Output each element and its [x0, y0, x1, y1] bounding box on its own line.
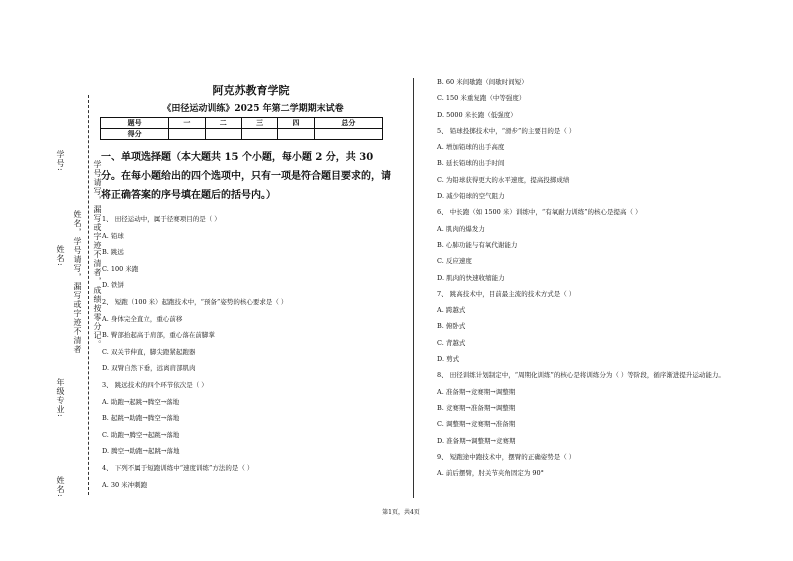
answer-option: B. 起跳→助跑→腾空→落地 [102, 414, 180, 423]
answer-option: B. 俯卧式 [437, 322, 466, 331]
score-cell: 三 [241, 118, 277, 129]
answer-option: A. 30 米冲刺跑 [102, 480, 148, 489]
score-cell: 总分 [314, 118, 382, 129]
question-text: 5、 铅球投掷技术中，“滑步”的主要目的是（ ） [437, 126, 576, 135]
answer-option: D. 减少铅球的空气阻力 [437, 192, 505, 201]
score-cell: 二 [205, 118, 241, 129]
answer-option: A. 跨越式 [437, 306, 466, 315]
answer-option: A. 助跑→起跳→腾空→落地 [102, 397, 180, 406]
school-name: 阿克苏教育学院 [212, 84, 290, 97]
answer-option: A. 肌肉的爆发力 [437, 224, 485, 233]
left-column [102, 215, 390, 489]
score-input-cell[interactable] [278, 129, 314, 140]
answer-option: C. 150 米重复跑（中等强度） [437, 94, 526, 103]
answer-option: A. 增加铅球的出手高度 [437, 143, 505, 152]
question-text: 8、 田径训练计划制定中，“周期化训练”的核心是将训练分为（ ）等阶段，循序渐进提升运动能力。 [437, 371, 725, 380]
question-text: 2、 短跑（100 米）起跑技术中，“预备”姿势的核心要求是（ ） [102, 297, 288, 306]
answer-option: B. 跳远 [102, 248, 124, 257]
question-text: 9、 短跑途中跑技术中，摆臂的正确姿势是（ ） [437, 452, 576, 461]
answer-option: C. 助跑→腾空→起跳→落地 [102, 430, 180, 439]
score-table [100, 117, 383, 140]
score-input-cell[interactable] [169, 129, 205, 140]
score-cell: 得分 [101, 129, 169, 140]
score-input-cell[interactable] [314, 129, 382, 140]
answer-option: D. 铁饼 [102, 281, 125, 290]
answer-option: C. 为铅球获得更大的水平速度，提高投掷成绩 [437, 175, 570, 184]
binding-notice-2: 姓名，学号请写，漏写或字迹不清者 [73, 210, 82, 354]
score-input-cell[interactable] [205, 129, 241, 140]
score-cell: 一 [169, 118, 205, 129]
right-column [437, 78, 727, 477]
answer-option: C. 调整期→竞赛期→准备期 [437, 420, 516, 429]
answer-option: B. 竞赛期→准备期→调整期 [437, 403, 516, 412]
question-text: 6、 中长跑（如 1500 米）训练中，“有氧耐力训练”的核心是提高（ ） [437, 208, 642, 217]
column-divider [413, 78, 414, 498]
answer-option: D. 双臂自然下垂，远离肩部肌肉 [102, 364, 196, 373]
question-text: 3、 跳远技术的四个环节依次是（ ） [102, 380, 208, 389]
answer-option: A. 铅球 [102, 231, 124, 240]
answer-option: D. 剪式 [437, 355, 460, 364]
question-text: 4、 下列不属于短跑训练中“速度训练”方法的是（ ） [102, 463, 254, 472]
answer-option: C. 双关节伸直，脚尖蹬紧起跑器 [102, 347, 196, 356]
class-label: 年级专业: [56, 378, 65, 418]
answer-option: A. 身体完全直立，重心前移 [102, 314, 183, 323]
score-cell: 题号 [101, 118, 169, 129]
answer-option: C. 背越式 [437, 338, 466, 347]
answer-option: A. 准备期→竞赛期→调整期 [437, 387, 516, 396]
answer-option: B. 延长铅球的出手时间 [437, 159, 505, 168]
answer-option: D. 肌肉的快速收缩能力 [437, 273, 505, 282]
page-number: 第1页，共4页 [382, 509, 420, 516]
answer-option: D. 准备期→调整期→竞赛期 [437, 436, 516, 445]
answer-option: B. 60 米间歇跑（间歇时间短） [437, 78, 528, 86]
score-table-header-row [101, 118, 383, 129]
binding-notice: 学号请写，漏写或字迹不清者，成绩按零分记。 [93, 160, 102, 349]
answer-option: D. 5000 米长跑（低强度） [437, 110, 517, 119]
answer-option: A. 前后摆臂，肘关节夹角固定为 90° [437, 469, 544, 478]
answer-option: B. 臀部抬起高于肩部，重心落在前脚掌 [102, 331, 215, 340]
score-cell: 四 [278, 118, 314, 129]
binding-line [88, 95, 89, 495]
answer-option: B. 心肺功能与有氧代谢能力 [437, 240, 518, 249]
student-id-label: 学号: [56, 150, 65, 172]
score-table-score-row [101, 129, 383, 140]
section-heading: 一、单项选择题（本大题共 15 个小题，每小题 2 分，共 30 分。在每小题给出的四个选项中，只有一项是符合题目要求的，请将正确答案的序号填在题后的括号内。） [101, 152, 391, 201]
exam-title: 《田径运动训练》2025 年第二学期期末试卷 [162, 104, 344, 114]
answer-option: C. 100 米跑 [102, 264, 139, 273]
question-text: 7、 跳高技术中，目前最主流的技术方式是（ ） [437, 289, 576, 298]
answer-option: D. 腾空→助跑→起跳→落地 [102, 447, 180, 456]
answer-option: C. 反应速度 [437, 257, 472, 266]
bottom-name-label: 姓名: [56, 476, 65, 498]
question-text: 1、 田径运动中，属于径赛项目的是（ ） [102, 215, 221, 223]
score-input-cell[interactable] [241, 129, 277, 140]
name-label: 姓名: [56, 245, 65, 267]
